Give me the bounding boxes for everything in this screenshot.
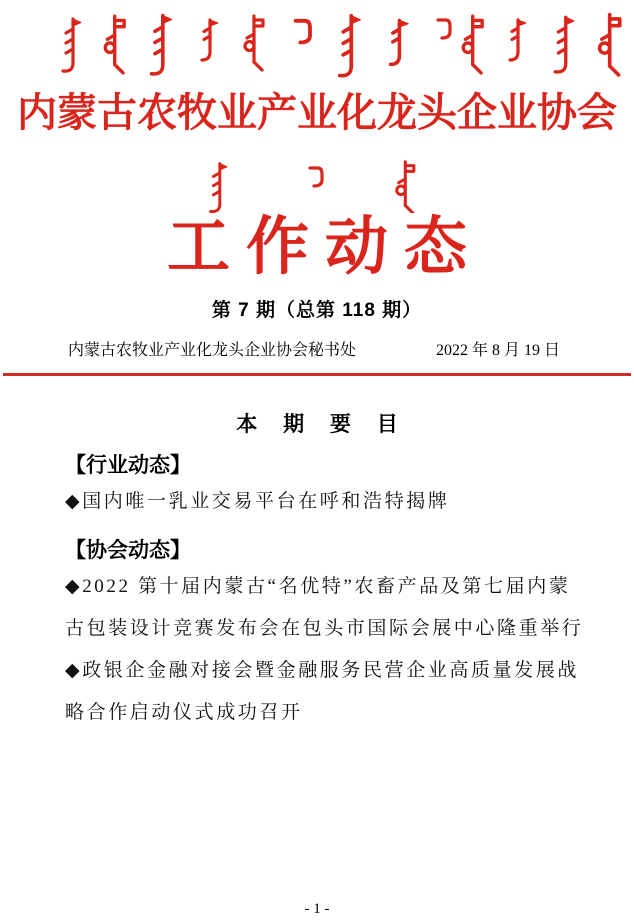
mongolian-script-top-icon: [0, 8, 634, 78]
toc-item: ◆国内唯一乳业交易平台在呼和浩特揭牌: [65, 491, 450, 513]
toc-section-heading-industry: 【行业动态】: [65, 454, 191, 478]
mongolian-word-glyph: [202, 20, 218, 60]
toc-item: ◆政银企金融对接会暨金融服务民营企业高质量发展战: [65, 660, 580, 682]
publication-row: [68, 337, 560, 360]
toc-item-continuation: 略合作启动仪式成功召开: [65, 702, 303, 724]
mongolian-word-glyph: [310, 168, 322, 186]
mongolian-word-glyph: [340, 16, 361, 76]
mongolian-word-glyph: [211, 164, 228, 212]
mongolian-word-glyph: [391, 20, 409, 64]
issue-number: 第 7 期（总第 118 期）: [211, 300, 423, 322]
mongolian-word-glyph: [510, 20, 526, 60]
toc-item-continuation: 古包装设计竞赛发布会在包头市国际会展中心隆重举行: [65, 618, 584, 640]
mongolian-word-glyph: [397, 162, 414, 213]
mongolian-word-glyph: [555, 17, 574, 72]
mongolian-word-glyph: [63, 19, 81, 71]
toc: [65, 451, 584, 734]
association-title: 内蒙古农牧业产业化龙头企业协会: [17, 90, 617, 135]
mongolian-script-mid-icon: [0, 158, 634, 213]
toc-item: ◆2022 第十届内蒙古“名优特”农畜产品及第七届内蒙: [65, 576, 571, 598]
mongolian-word-glyph: [463, 16, 482, 73]
mongolian-word-glyph: [600, 14, 620, 74]
mongolian-word-glyph: [152, 16, 172, 74]
publication-date: 2022 年 8 月 19 日: [435, 342, 560, 360]
toc-section-heading-association: 【协会动态】: [65, 539, 191, 563]
mongolian-word-glyph: [105, 16, 124, 73]
page-number: - 1 -: [304, 901, 330, 917]
toc-title: 本 期 要 目: [236, 413, 408, 437]
mongolian-word-glyph: [438, 20, 450, 38]
mongolian-word-glyph: [296, 21, 310, 43]
red-divider: [3, 373, 631, 376]
mongolian-word-glyph: [245, 16, 263, 70]
publisher-name: 内蒙古农牧业产业化龙头企业协会秘书处: [68, 342, 357, 360]
bulletin-title: 工作动态: [167, 212, 483, 282]
